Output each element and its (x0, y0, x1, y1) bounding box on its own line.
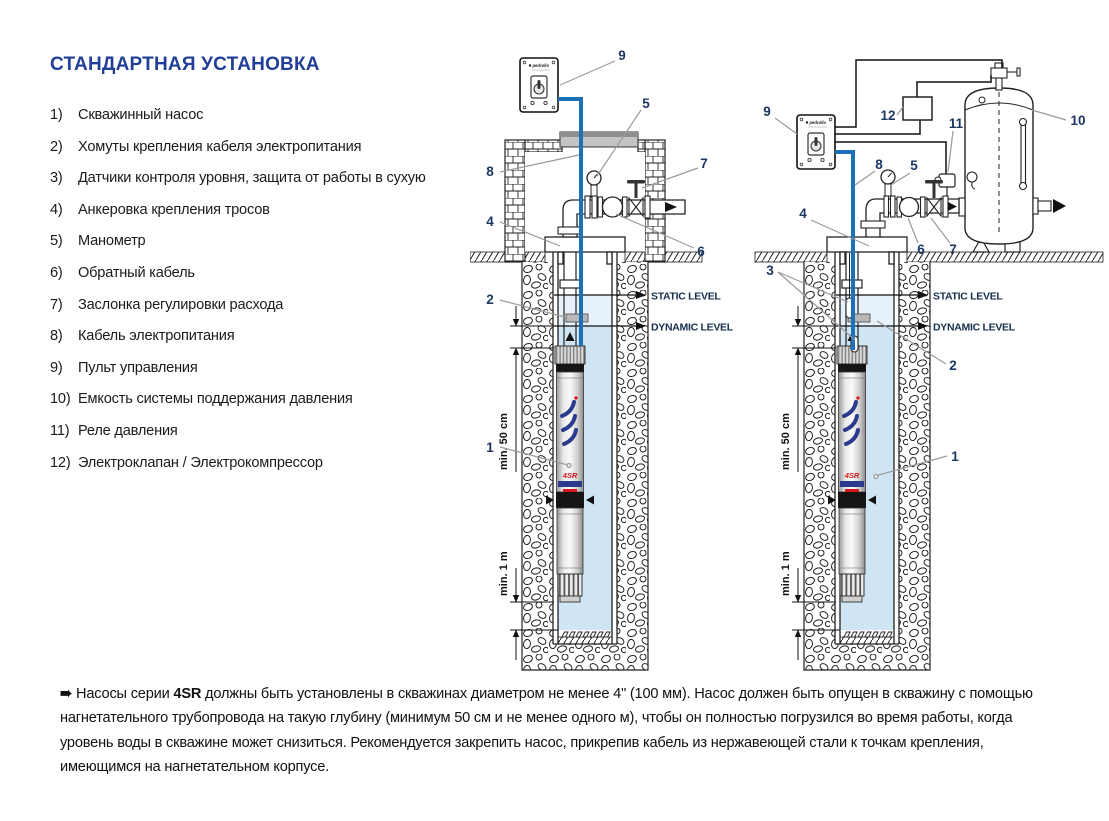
pressure-gauge (881, 170, 895, 196)
list-item (50, 100, 426, 132)
callout-10: 10 (1070, 113, 1086, 128)
static-level-label: STATIC LEVEL (933, 290, 1003, 303)
list-item (50, 163, 426, 195)
item-number: 2) (50, 138, 63, 155)
dynamic-level-label: DYNAMIC LEVEL (933, 321, 1015, 334)
callout-1: 1 (951, 449, 959, 464)
list-item (50, 195, 426, 227)
item-number: 12) (50, 454, 71, 471)
callout-9: 9 (763, 104, 771, 119)
callout-11: 11 (948, 116, 964, 131)
check-valve (603, 197, 623, 217)
page-title: СТАНДАРТНАЯ УСТАНОВКА (50, 54, 320, 75)
list-item (50, 290, 426, 322)
callout-8: 8 (875, 157, 883, 172)
well-cross-section (780, 237, 1016, 670)
control-panel (520, 58, 558, 112)
item-number: 1) (50, 107, 63, 123)
cable-clamp (566, 314, 588, 322)
callout-9: 9 (618, 48, 626, 63)
well-cross-section (498, 237, 734, 670)
item-label: Манометр (78, 233, 146, 250)
tank-level-gauge (1020, 119, 1027, 190)
static-level-label: STATIC LEVEL (651, 290, 721, 303)
item-number: 10) (50, 391, 71, 408)
item-label: Реле давления (78, 422, 178, 439)
list-item (50, 321, 426, 353)
item-label: Емкость системы поддержания давления (78, 391, 353, 408)
item-number: 9) (50, 359, 63, 376)
item-number: 4) (50, 201, 63, 218)
item-label: Заслонка регулировки расхода (78, 296, 284, 313)
item-number: 6) (50, 264, 63, 281)
installation-note (60, 682, 1054, 780)
callout-2: 2 (949, 358, 957, 373)
list-item (50, 416, 426, 448)
item-label: Датчики контроля уровня, защита от работы в сухую (78, 170, 426, 187)
callout-7: 7 (949, 242, 957, 257)
list-item (50, 448, 426, 480)
item-number: 5) (50, 233, 63, 250)
note-text: должны быть установлены в скважинах диаметром не менее 4" (100 мм). Насос должен быть опущен в скважину с помощью нагнетательного трубопровода на такую глубину (минимум 50 см и не менее одного м), чтобы он полностью погрузился во время работы, когда уровень воды в скважине может снизиться. Рекомендуется закрепить насос, прикрепив кабель из нержавеющей стали к точкам крепления, имеющимся на нагнетательном корпусе. (60, 686, 1033, 776)
ground-hatching (755, 252, 1103, 262)
callout-5: 5 (642, 96, 650, 111)
callout-4: 4 (799, 206, 807, 221)
list-item (50, 384, 426, 416)
pump-intake-screen (840, 574, 864, 596)
callout-1: 1 (486, 440, 494, 455)
callout-7: 7 (700, 156, 708, 171)
tank-top-valve (991, 63, 1020, 90)
callout-12: 12 (880, 108, 896, 123)
item-label: Электроклапан / Электрокомпрессор (78, 454, 323, 471)
item-number: 3) (50, 170, 63, 187)
dynamic-level-label: DYNAMIC LEVEL (651, 321, 733, 334)
callout-2: 2 (486, 292, 494, 307)
min-1m-label: min. 1 m (780, 551, 792, 596)
check-valve (900, 198, 919, 217)
list-item (50, 132, 426, 164)
panel-brand-text: pedrollo (809, 120, 827, 125)
pump-intake-screen (558, 574, 582, 596)
parts-list (50, 100, 426, 479)
callout-3: 3 (766, 263, 774, 278)
min-1m-label: min. 1 m (498, 551, 510, 596)
pressure-tank (959, 63, 1066, 252)
callout-6: 6 (697, 244, 705, 259)
min-50cm-label: min. 50 cm (780, 413, 792, 470)
item-label: Хомуты крепления кабеля электропитания (78, 138, 362, 155)
note-arrow-icon: ➠ (60, 686, 73, 702)
item-label: Обратный кабель (78, 264, 195, 281)
left-installation-diagram (470, 30, 740, 675)
electrovalve-box (903, 97, 932, 120)
item-label: Анкеровка крепления тросов (78, 201, 270, 218)
pump-model-text: 4SR (562, 471, 578, 480)
panel-brand-text: pedrollo (532, 63, 550, 68)
item-label: Пульт управления (78, 359, 198, 376)
min-50cm-label: min. 50 cm (498, 413, 510, 470)
right-installation-diagram (745, 30, 1109, 675)
callout-6: 6 (917, 242, 925, 257)
item-label: Скважинный насос (78, 107, 204, 123)
item-number: 7) (50, 296, 63, 313)
item-label: Кабель электропитания (78, 328, 235, 345)
list-item (50, 353, 426, 385)
item-number: 11) (50, 422, 70, 439)
chamber-lid (560, 132, 638, 147)
pressure-switch (935, 174, 955, 198)
list-item (50, 258, 426, 290)
control-panel (797, 115, 835, 169)
pump-model-text: 4SR (844, 471, 860, 480)
callout-8: 8 (486, 164, 494, 179)
item-number: 8) (50, 328, 63, 345)
callout-5: 5 (910, 158, 918, 173)
callout-4: 4 (486, 214, 494, 229)
note-text: Насосы серии (76, 686, 174, 702)
outlet-flow-arrow (1053, 199, 1066, 213)
list-item (50, 226, 426, 258)
note-series-name: 4SR (173, 686, 202, 702)
